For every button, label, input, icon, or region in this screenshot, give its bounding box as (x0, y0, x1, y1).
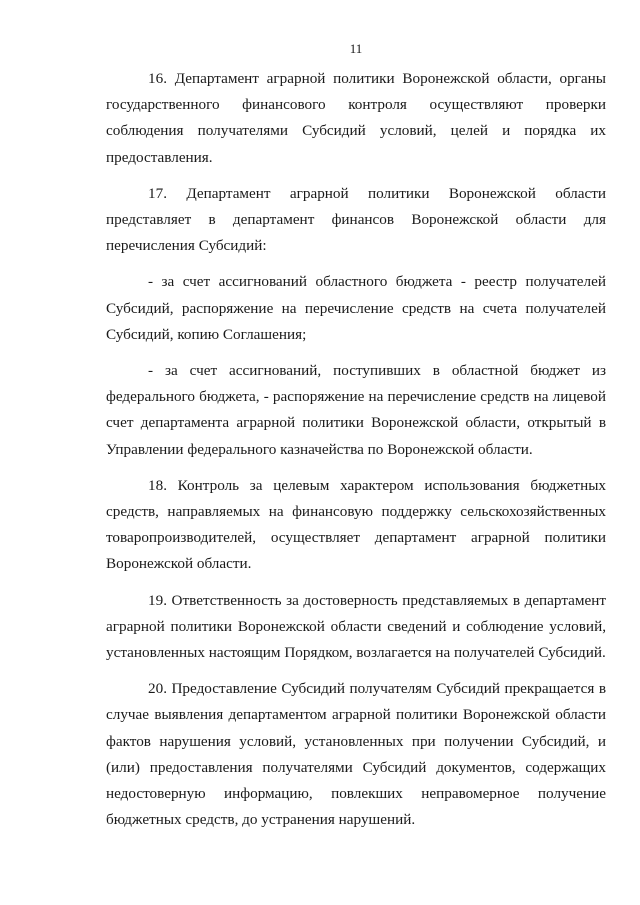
page-number: 11 (349, 41, 363, 56)
paragraph-20: 20. Предоставление Субсидий получателям Субсидий прекращается в случае выявления департаментом аграрной политики Воронежской области фактов нарушения условий, установленных при получении Субсидий, и (или) предоставления получателями Субсидий документов, содержащих недостоверную информацию, повлекших неправомерное получение бюджетных средств, до устранения нарушений. (106, 680, 606, 829)
paragraph-17-item-regional: - за счет ассигнований областного бюджета - реестр получателей Субсидий, распоряжение на перечисление средств на счета получателей Субсидий, копию Соглашения; (106, 273, 606, 343)
document-page (106, 40, 606, 843)
paragraph-18: 18. Контроль за целевым характером использования бюджетных средств, направляемых на финансовую поддержку сельскохозяйственных товаропроизводителей, осуществляет департамент аграрной политики Воронежской области. (106, 476, 606, 573)
paragraph-17: 17. Департамент аграрной политики Воронежской области представляет в департамент финансов Воронежской области для перечисления Субсидий: (106, 184, 606, 255)
paragraph-19: 19. Ответственность за достоверность представляемых в департамент аграрной политики Воронежской области сведений и соблюдение условий, установленных настоящим Порядком, возлагается на получателей Субсидий. (106, 591, 606, 662)
paragraph-17-item-federal: - за счет ассигнований, поступивших в областной бюджет из федерального бюджета, - распоряжение на перечисление средств на лицевой счет департамента аграрной политики Воронежской области, открытый в Управлении федерального казначейства по Воронежской области. (106, 362, 606, 458)
paragraph-16: 16. Департамент аграрной политики Воронежской области, органы государственного финансового контроля осуществляют проверки соблюдения получателями Субсидий условий, целей и порядка их предоставления. (106, 70, 606, 166)
